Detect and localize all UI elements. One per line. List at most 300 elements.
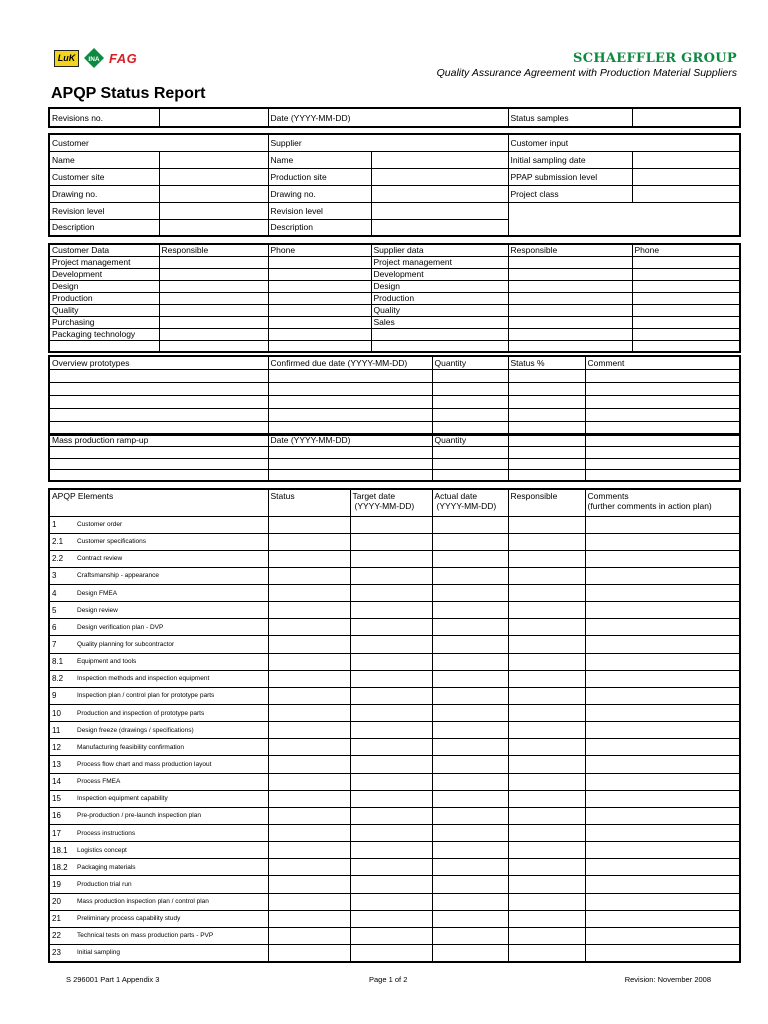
status-field[interactable]: [508, 370, 585, 383]
target-date-field[interactable]: [350, 945, 432, 962]
actual-date-field[interactable]: [432, 687, 508, 704]
customer-drawing-field[interactable]: [159, 185, 268, 202]
customer-name-field[interactable]: [159, 151, 268, 168]
responsible-field[interactable]: [508, 739, 585, 756]
target-date-field[interactable]: [350, 636, 432, 653]
status-field[interactable]: [268, 876, 350, 893]
comments-field[interactable]: [585, 636, 740, 653]
comments-field[interactable]: [585, 550, 740, 567]
responsible-field[interactable]: [508, 281, 632, 293]
ramp-up-quantity-field[interactable]: [432, 447, 508, 459]
status-samples-field[interactable]: [632, 108, 740, 127]
status-field[interactable]: [268, 859, 350, 876]
status-field[interactable]: [268, 619, 350, 636]
comments-field[interactable]: [585, 807, 740, 824]
comments-field[interactable]: [585, 687, 740, 704]
responsible-field[interactable]: [508, 619, 585, 636]
comments-field[interactable]: [585, 910, 740, 927]
responsible-field[interactable]: [508, 756, 585, 773]
status-field[interactable]: [508, 383, 585, 396]
phone-field[interactable]: [632, 305, 740, 317]
status-field[interactable]: [268, 602, 350, 619]
supplier-name-field[interactable]: [371, 151, 508, 168]
apqp-element-label: Inspection equipment capability: [75, 790, 268, 807]
actual-date-field[interactable]: [432, 722, 508, 739]
actual-date-field[interactable]: [432, 927, 508, 944]
responsible-field[interactable]: [159, 317, 268, 329]
apqp-element-number: 15: [49, 790, 75, 807]
contact-role-field[interactable]: [371, 341, 508, 352]
target-date-field[interactable]: [350, 722, 432, 739]
status-field[interactable]: [268, 842, 350, 859]
due-date-field[interactable]: [268, 383, 432, 396]
target-date-field[interactable]: [350, 516, 432, 533]
status-field[interactable]: [268, 705, 350, 722]
ramp-up-field[interactable]: [508, 447, 585, 459]
supplier-drawing-field[interactable]: [371, 185, 508, 202]
comments-field[interactable]: [585, 516, 740, 533]
revisions-field[interactable]: [159, 108, 268, 127]
actual-date-heading: [432, 489, 508, 516]
responsible-field[interactable]: [508, 636, 585, 653]
apqp-element-number: 6: [49, 619, 75, 636]
customer-description-label: Description: [49, 219, 159, 236]
target-date-field[interactable]: [350, 756, 432, 773]
responsible-field[interactable]: [508, 807, 585, 824]
phone-field[interactable]: [268, 257, 371, 269]
apqp-element-number: 9: [49, 687, 75, 704]
responsible-field[interactable]: [508, 927, 585, 944]
project-class-field[interactable]: [632, 185, 740, 202]
supplier-revision-field[interactable]: [371, 202, 508, 219]
apqp-element-row: [49, 807, 740, 824]
apqp-element-number: 22: [49, 927, 75, 944]
actual-date-field[interactable]: [432, 739, 508, 756]
status-field[interactable]: [268, 722, 350, 739]
customer-phone-heading: Phone: [268, 244, 371, 257]
actual-date-field[interactable]: [432, 670, 508, 687]
apqp-element-row: [49, 687, 740, 704]
comments-field[interactable]: [585, 842, 740, 859]
apqp-element-row: [49, 550, 740, 567]
apqp-element-label: Quality planning for subcontractor: [75, 636, 268, 653]
ramp-up-field[interactable]: [49, 447, 268, 459]
target-date-field[interactable]: [350, 825, 432, 842]
contact-row: [49, 257, 740, 269]
ramp-up-field[interactable]: [508, 470, 585, 482]
comments-field[interactable]: [585, 739, 740, 756]
responsible-field[interactable]: [508, 893, 585, 910]
info-row: [49, 185, 740, 202]
target-date-field[interactable]: [350, 602, 432, 619]
apqp-element-row: [49, 602, 740, 619]
contact-role-label: Production: [49, 293, 159, 305]
actual-date-field[interactable]: [432, 807, 508, 824]
info-row: [49, 202, 740, 219]
ramp-up-field[interactable]: [585, 458, 740, 470]
customer-name-label: Name: [49, 151, 159, 168]
responsible-field[interactable]: [508, 516, 585, 533]
quantity-field[interactable]: [432, 396, 508, 409]
initial-sampling-date-field[interactable]: [632, 151, 740, 168]
apqp-element-label: Customer specifications: [75, 533, 268, 550]
apqp-element-label: Customer order: [75, 516, 268, 533]
actual-date-field[interactable]: [432, 756, 508, 773]
comments-field[interactable]: [585, 653, 740, 670]
target-date-field[interactable]: [350, 910, 432, 927]
actual-date-field[interactable]: [432, 910, 508, 927]
status-field[interactable]: [268, 516, 350, 533]
target-date-field[interactable]: [350, 567, 432, 584]
status-field[interactable]: [268, 927, 350, 944]
customer-supplier-table: [48, 133, 741, 237]
status-field[interactable]: [268, 807, 350, 824]
customer-site-field[interactable]: [159, 168, 268, 185]
apqp-element-row: [49, 945, 740, 962]
contact-role-label: Quality: [371, 305, 508, 317]
customer-revision-field[interactable]: [159, 202, 268, 219]
contact-row: [49, 305, 740, 317]
actual-date-format: (YYYY-MM-DD): [436, 501, 497, 511]
status-field[interactable]: [268, 773, 350, 790]
actual-date-field[interactable]: [432, 859, 508, 876]
document-reference: S 296001 Part 1 Appendix 3: [66, 975, 160, 984]
apqp-element-number: 4: [49, 585, 75, 602]
apqp-element-row: [49, 653, 740, 670]
apqp-element-number: 16: [49, 807, 75, 824]
status-field[interactable]: [268, 550, 350, 567]
target-date-field[interactable]: [350, 859, 432, 876]
phone-field[interactable]: [632, 341, 740, 352]
target-date-field[interactable]: [350, 893, 432, 910]
apqp-element-row: [49, 705, 740, 722]
phone-field[interactable]: [268, 269, 371, 281]
target-date-field[interactable]: [350, 790, 432, 807]
comments-field[interactable]: [585, 670, 740, 687]
apqp-element-label: Equipment and tools: [75, 653, 268, 670]
apqp-element-number: 14: [49, 773, 75, 790]
comments-field[interactable]: [585, 756, 740, 773]
comments-field[interactable]: [585, 945, 740, 962]
ramp-up-field[interactable]: [585, 470, 740, 482]
actual-date-field[interactable]: [432, 550, 508, 567]
responsible-field[interactable]: [508, 550, 585, 567]
responsible-field[interactable]: [508, 269, 632, 281]
apqp-element-number: 8.1: [49, 653, 75, 670]
ppap-level-field[interactable]: [632, 168, 740, 185]
comments-field[interactable]: [585, 876, 740, 893]
phone-field[interactable]: [632, 317, 740, 329]
target-date-field[interactable]: [350, 653, 432, 670]
apqp-element-row: [49, 773, 740, 790]
comments-field[interactable]: [585, 705, 740, 722]
status-field[interactable]: [268, 756, 350, 773]
fag-logo: FAG: [109, 50, 138, 66]
target-date-field[interactable]: [350, 739, 432, 756]
target-date-field[interactable]: [350, 773, 432, 790]
target-date-field[interactable]: [350, 670, 432, 687]
prototype-field[interactable]: [49, 370, 268, 383]
comments-field[interactable]: [585, 533, 740, 550]
comment-field[interactable]: [585, 383, 740, 396]
apqp-element-label: Process instructions: [75, 825, 268, 842]
responsible-field[interactable]: [508, 329, 632, 341]
contact-role-label: Quality: [49, 305, 159, 317]
responsible-field[interactable]: [508, 585, 585, 602]
actual-date-field[interactable]: [432, 842, 508, 859]
apqp-element-label: Packaging materials: [75, 859, 268, 876]
apqp-element-row: [49, 636, 740, 653]
responsible-field[interactable]: [508, 533, 585, 550]
contact-row: [49, 329, 740, 341]
production-site-field[interactable]: [371, 168, 508, 185]
apqp-element-label: Contract review: [75, 550, 268, 567]
responsible-field[interactable]: [508, 567, 585, 584]
target-date-label: Target date: [352, 491, 396, 501]
quantity-field[interactable]: [432, 409, 508, 422]
target-date-field[interactable]: [350, 619, 432, 636]
supplier-description-label: Description: [268, 219, 371, 236]
responsible-field[interactable]: [159, 281, 268, 293]
actual-date-field[interactable]: [432, 585, 508, 602]
supplier-heading: Supplier: [268, 134, 508, 151]
actual-date-field[interactable]: [432, 893, 508, 910]
target-date-field[interactable]: [350, 842, 432, 859]
phone-field[interactable]: [268, 341, 371, 352]
responsible-field[interactable]: [159, 293, 268, 305]
ramp-up-date-field[interactable]: [268, 470, 432, 482]
responsible-field[interactable]: [508, 876, 585, 893]
phone-field[interactable]: [268, 281, 371, 293]
apqp-element-label: Production trial run: [75, 876, 268, 893]
responsible-field[interactable]: [508, 945, 585, 962]
status-field[interactable]: [508, 396, 585, 409]
status-field[interactable]: [268, 585, 350, 602]
confirmed-due-date-heading: Confirmed due date (YYYY-MM-DD): [268, 356, 432, 370]
responsible-field[interactable]: [508, 687, 585, 704]
ramp-up-empty-heading: [508, 434, 585, 447]
responsible-field[interactable]: [159, 341, 268, 352]
svg-text:INA: INA: [88, 56, 100, 63]
target-date-field[interactable]: [350, 585, 432, 602]
customer-input-notes-field[interactable]: [508, 202, 740, 236]
target-date-field[interactable]: [350, 550, 432, 567]
apqp-element-number: 2.1: [49, 533, 75, 550]
responsible-field[interactable]: [508, 790, 585, 807]
apqp-element-number: 21: [49, 910, 75, 927]
contact-role-label: Design: [49, 281, 159, 293]
phone-field[interactable]: [632, 257, 740, 269]
status-field[interactable]: [268, 790, 350, 807]
apqp-element-label: Initial sampling: [75, 945, 268, 962]
comment-field[interactable]: [585, 370, 740, 383]
comments-label: Comments: [587, 491, 629, 501]
apqp-element-number: 11: [49, 722, 75, 739]
responsible-field[interactable]: [508, 859, 585, 876]
ramp-up-quantity-heading: Quantity: [432, 434, 508, 447]
apqp-element-label: Preliminary process capability study: [75, 910, 268, 927]
supplier-description-field[interactable]: [371, 219, 508, 236]
comment-field[interactable]: [585, 396, 740, 409]
ramp-up-quantity-field[interactable]: [432, 458, 508, 470]
ramp-up-field[interactable]: [49, 458, 268, 470]
target-date-field[interactable]: [350, 533, 432, 550]
responsible-field[interactable]: [159, 305, 268, 317]
target-date-field[interactable]: [350, 927, 432, 944]
comments-field[interactable]: [585, 790, 740, 807]
target-date-field[interactable]: [350, 687, 432, 704]
contact-role-field[interactable]: [49, 341, 159, 352]
comment-field[interactable]: [585, 409, 740, 422]
status-field[interactable]: [268, 670, 350, 687]
responsible-field[interactable]: [508, 705, 585, 722]
ramp-up-field[interactable]: [585, 447, 740, 459]
actual-date-field[interactable]: [432, 636, 508, 653]
status-field[interactable]: [268, 825, 350, 842]
production-site-label: Production site: [268, 168, 371, 185]
responsible-field[interactable]: [508, 722, 585, 739]
contact-role-field[interactable]: [371, 329, 508, 341]
due-date-field[interactable]: [268, 396, 432, 409]
status-field[interactable]: [268, 739, 350, 756]
actual-date-field[interactable]: [432, 773, 508, 790]
responsible-field[interactable]: [508, 317, 632, 329]
actual-date-label: Actual date: [434, 491, 478, 501]
status-field[interactable]: [268, 533, 350, 550]
actual-date-field[interactable]: [432, 945, 508, 962]
customer-description-field[interactable]: [159, 219, 268, 236]
responsible-field[interactable]: [159, 269, 268, 281]
status-field[interactable]: [508, 409, 585, 422]
apqp-element-row: [49, 910, 740, 927]
actual-date-field[interactable]: [432, 825, 508, 842]
apqp-element-number: 13: [49, 756, 75, 773]
target-date-format: (YYYY-MM-DD): [354, 501, 415, 511]
ramp-up-row: [49, 458, 740, 470]
actual-date-field[interactable]: [432, 790, 508, 807]
actual-date-field[interactable]: [432, 705, 508, 722]
phone-field[interactable]: [632, 281, 740, 293]
phone-field[interactable]: [268, 293, 371, 305]
customer-site-label: Customer site: [49, 168, 159, 185]
status-field[interactable]: [268, 945, 350, 962]
responsible-field[interactable]: [159, 329, 268, 341]
responsible-field[interactable]: [508, 842, 585, 859]
responsible-field[interactable]: [508, 602, 585, 619]
responsible-field[interactable]: [508, 825, 585, 842]
revision-table: [48, 107, 741, 128]
ramp-up-quantity-field[interactable]: [432, 470, 508, 482]
target-date-field[interactable]: [350, 876, 432, 893]
actual-date-field[interactable]: [432, 653, 508, 670]
actual-date-field[interactable]: [432, 533, 508, 550]
prototypes-table: [48, 355, 741, 436]
actual-date-field[interactable]: [432, 516, 508, 533]
ramp-up-date-field[interactable]: [268, 447, 432, 459]
comments-field[interactable]: [585, 893, 740, 910]
apqp-element-number: 5: [49, 602, 75, 619]
actual-date-field[interactable]: [432, 619, 508, 636]
status-field[interactable]: [268, 687, 350, 704]
prototype-field[interactable]: [49, 396, 268, 409]
actual-date-field[interactable]: [432, 567, 508, 584]
comments-field[interactable]: [585, 722, 740, 739]
apqp-element-row: [49, 790, 740, 807]
status-field[interactable]: [268, 910, 350, 927]
info-header-row: [49, 134, 740, 151]
prototype-field[interactable]: [49, 409, 268, 422]
apqp-element-number: 19: [49, 876, 75, 893]
phone-field[interactable]: [632, 293, 740, 305]
status-field[interactable]: [268, 567, 350, 584]
status-field[interactable]: [268, 653, 350, 670]
responsible-field[interactable]: [508, 670, 585, 687]
comments-field[interactable]: [585, 585, 740, 602]
comments-field[interactable]: [585, 567, 740, 584]
quantity-field[interactable]: [432, 370, 508, 383]
apqp-status-heading: Status: [268, 489, 350, 516]
apqp-element-row: [49, 927, 740, 944]
responsible-field[interactable]: [508, 305, 632, 317]
status-field[interactable]: [268, 893, 350, 910]
responsible-field[interactable]: [508, 773, 585, 790]
contact-role-label: Project management: [49, 257, 159, 269]
responsible-field[interactable]: [159, 257, 268, 269]
comments-field[interactable]: [585, 773, 740, 790]
comments-field[interactable]: [585, 927, 740, 944]
ramp-up-field[interactable]: [508, 458, 585, 470]
customer-revision-label: Revision level: [49, 202, 159, 219]
phone-field[interactable]: [268, 305, 371, 317]
phone-field[interactable]: [632, 329, 740, 341]
target-date-field[interactable]: [350, 705, 432, 722]
phone-field[interactable]: [268, 317, 371, 329]
date-field[interactable]: Date (YYYY-MM-DD): [268, 108, 508, 127]
responsible-field[interactable]: [508, 293, 632, 305]
due-date-field[interactable]: [268, 409, 432, 422]
responsible-field[interactable]: [508, 910, 585, 927]
prototype-field[interactable]: [49, 383, 268, 396]
supplier-data-heading: Supplier data: [371, 244, 508, 257]
apqp-element-row: [49, 516, 740, 533]
responsible-field[interactable]: [508, 653, 585, 670]
comments-field[interactable]: [585, 619, 740, 636]
due-date-field[interactable]: [268, 370, 432, 383]
target-date-field[interactable]: [350, 807, 432, 824]
responsible-field[interactable]: [508, 257, 632, 269]
prototype-row: [49, 383, 740, 396]
comments-field[interactable]: [585, 602, 740, 619]
comments-field[interactable]: [585, 859, 740, 876]
actual-date-field[interactable]: [432, 602, 508, 619]
status-field[interactable]: [268, 636, 350, 653]
apqp-element-number: 12: [49, 739, 75, 756]
actual-date-field[interactable]: [432, 876, 508, 893]
phone-field[interactable]: [632, 269, 740, 281]
ramp-up-field[interactable]: [49, 470, 268, 482]
apqp-element-row: [49, 533, 740, 550]
document-subtitle: Quality Assurance Agreement with Production Material Suppliers: [436, 67, 737, 79]
apqp-element-row: [49, 825, 740, 842]
comments-field[interactable]: [585, 825, 740, 842]
apqp-element-number: 18.1: [49, 842, 75, 859]
supplier-phone-heading: Phone: [632, 244, 740, 257]
quantity-field[interactable]: [432, 383, 508, 396]
phone-field[interactable]: [268, 329, 371, 341]
ramp-up-date-field[interactable]: [268, 458, 432, 470]
apqp-element-row: [49, 619, 740, 636]
responsible-field[interactable]: [508, 341, 632, 352]
